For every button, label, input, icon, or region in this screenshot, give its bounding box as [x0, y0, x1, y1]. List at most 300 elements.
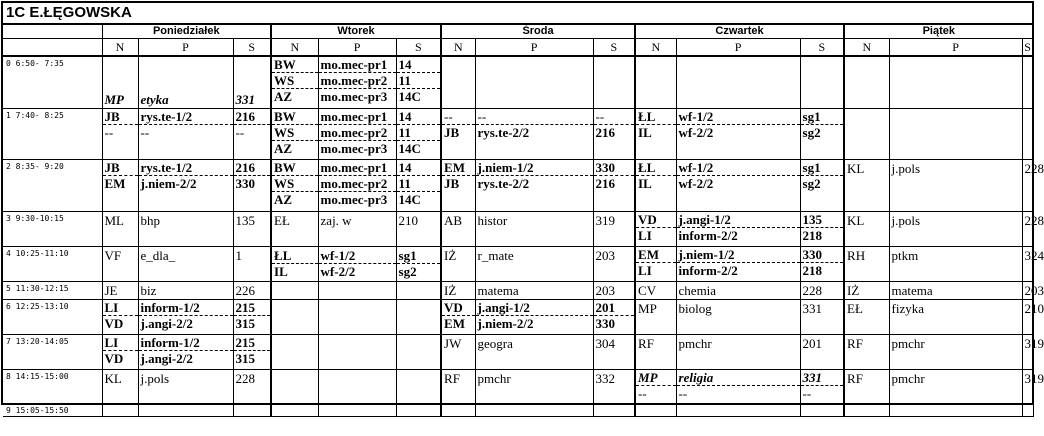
lesson-cell-teacher — [102, 109, 138, 160]
lesson-cell-subject — [138, 405, 233, 417]
lesson-value: EŁ — [274, 213, 290, 228]
lesson-cell-room — [1022, 335, 1044, 370]
lesson-cell-room — [1022, 160, 1044, 212]
lesson-line: -- — [802, 386, 812, 401]
lesson-line: sg1 — [801, 109, 844, 125]
lesson-cell-subject — [676, 56, 800, 109]
lesson-cell-teacher — [441, 212, 475, 247]
lesson-value: pmchr — [891, 336, 925, 351]
lesson-line: wf-1/2 — [319, 248, 396, 264]
lesson-cell-teacher — [635, 335, 676, 370]
lesson-line: -- — [235, 125, 245, 140]
column-header-s: S — [1022, 39, 1033, 57]
lesson-line: 11 — [397, 73, 441, 89]
lesson-cell-room — [396, 56, 441, 109]
column-header-p: P — [318, 39, 396, 57]
lesson-line: j.angi-2/2 — [140, 316, 193, 331]
lesson-line: 14C — [398, 89, 421, 104]
lesson-row — [3, 405, 1033, 417]
lesson-value: biolog — [678, 301, 712, 316]
lesson-value: MP — [638, 301, 657, 316]
lesson-line: inform-2/2 — [678, 228, 738, 243]
lesson-cell-subject — [138, 335, 233, 370]
lesson-cell-subject — [676, 282, 800, 300]
hour-label: 6 12:25-13:10 — [3, 300, 102, 335]
lesson-line: EM — [444, 316, 465, 331]
lesson-line: mo.mec-pr2 — [319, 73, 396, 89]
lesson-line: j.angi-1/2 — [476, 300, 593, 316]
lesson-line: JB — [444, 125, 460, 140]
lesson-line: inform-1/2 — [139, 335, 233, 351]
lesson-cell-teacher — [635, 160, 676, 212]
column-header-s: S — [233, 39, 271, 57]
lesson-cell-subject — [889, 282, 1022, 300]
lesson-line: EM — [442, 160, 475, 176]
lesson-cell-subject — [676, 160, 800, 212]
lesson-cell-room — [800, 109, 844, 160]
lesson-cell-subject — [138, 370, 233, 405]
lesson-line: -- — [678, 386, 688, 401]
lesson-value: JW — [444, 336, 462, 351]
lesson-row — [3, 300, 1033, 335]
lesson-cell-room — [233, 212, 271, 247]
day-header-row — [3, 25, 1033, 39]
lesson-cell-subject — [318, 109, 396, 160]
lesson-line: sg1 — [397, 248, 441, 264]
column-header-n: N — [271, 39, 318, 57]
lesson-value: biz — [140, 283, 157, 298]
lesson-cell-teacher — [844, 247, 889, 282]
hour-label: 9 15:05-15:50 — [3, 405, 102, 417]
lesson-cell-teacher — [271, 300, 318, 335]
lesson-cell-room — [800, 160, 844, 212]
lesson-cell-room — [233, 247, 271, 282]
lesson-value: 203 — [595, 283, 616, 298]
lesson-cell-room — [1022, 300, 1044, 335]
lesson-cell-room — [593, 370, 635, 405]
lesson-line: JB — [103, 160, 138, 176]
lesson-line: 14 — [397, 57, 441, 73]
lesson-line: LI — [638, 228, 652, 243]
column-header-n: N — [102, 39, 138, 57]
lesson-value: matema — [477, 283, 519, 298]
lesson-cell-subject — [138, 56, 233, 109]
lesson-line: sg2 — [802, 176, 821, 191]
lesson-cell-subject — [318, 335, 396, 370]
lesson-line: wf-1/2 — [677, 160, 800, 176]
lesson-cell-teacher — [441, 56, 475, 109]
lesson-line: ŁL — [272, 248, 318, 264]
lesson-value: zaj. w — [320, 213, 352, 228]
day-header-wed: Środa — [441, 25, 635, 39]
lesson-value: j.pols — [891, 213, 921, 228]
lesson-cell-subject — [138, 212, 233, 247]
lesson-cell-room — [593, 212, 635, 247]
lesson-cell-teacher — [102, 335, 138, 370]
column-header-n: N — [441, 39, 475, 57]
lesson-cell-teacher — [271, 335, 318, 370]
lesson-line: j.niem-2/2 — [477, 316, 534, 331]
timetable-frame — [1, 1, 1044, 415]
lesson-line: mo.mec-pr2 — [319, 176, 396, 192]
lesson-value: 135 — [235, 213, 255, 228]
lesson-line: religia — [677, 370, 800, 386]
lesson-line: 216 — [234, 109, 271, 125]
lesson-line: MP — [104, 92, 124, 107]
lesson-cell-teacher — [271, 160, 318, 212]
lesson-value: RF — [638, 336, 654, 351]
lesson-line: AZ — [274, 89, 293, 104]
lesson-value: pmchr — [678, 336, 712, 351]
lesson-cell-room — [396, 370, 441, 405]
lesson-value: KL — [847, 161, 865, 176]
lesson-cell-room — [396, 247, 441, 282]
lesson-value: RF — [847, 336, 863, 351]
lesson-cell-teacher — [844, 300, 889, 335]
lesson-cell-teacher — [102, 160, 138, 212]
lesson-line: VD — [104, 316, 124, 331]
lesson-cell-teacher — [635, 370, 676, 405]
lesson-cell-room — [396, 335, 441, 370]
lesson-line: mo.mec-pr1 — [319, 57, 396, 73]
lesson-line: 218 — [802, 228, 823, 243]
lesson-line: 11 — [397, 125, 441, 141]
lesson-value: RF — [847, 371, 863, 386]
lesson-line: JB — [103, 109, 138, 125]
lesson-value: fizyka — [891, 301, 925, 316]
lesson-cell-subject — [889, 247, 1022, 282]
lesson-cell-subject — [318, 56, 396, 109]
lesson-cell-teacher — [635, 282, 676, 300]
lesson-line: 135 — [801, 212, 844, 228]
lesson-cell-subject — [475, 56, 593, 109]
lesson-cell-subject — [138, 247, 233, 282]
column-header-p: P — [889, 39, 1022, 57]
lesson-cell-subject — [676, 335, 800, 370]
lesson-cell-teacher — [441, 370, 475, 405]
lesson-cell-room — [593, 335, 635, 370]
lesson-cell-room — [800, 247, 844, 282]
lesson-value: 1 — [235, 248, 242, 263]
lesson-cell-room — [593, 300, 635, 335]
lesson-cell-teacher — [635, 247, 676, 282]
lesson-line: BW — [272, 160, 318, 176]
column-header-row — [3, 39, 1033, 57]
lesson-cell-subject — [475, 212, 593, 247]
lesson-line: wf-1/2 — [677, 109, 800, 125]
lesson-cell-teacher — [441, 405, 475, 417]
lesson-value: 332 — [595, 371, 616, 386]
lesson-cell-teacher — [102, 282, 138, 300]
lesson-line: MP — [636, 370, 676, 386]
lesson-line: -- — [638, 386, 647, 401]
lesson-cell-subject — [676, 405, 800, 417]
lesson-cell-room — [1022, 405, 1033, 417]
page-title: 1C E.ŁĘGOWSKA — [3, 3, 1032, 25]
lesson-cell-teacher — [102, 212, 138, 247]
lesson-line: 14C — [398, 192, 421, 207]
lesson-value: RF — [444, 371, 460, 386]
lesson-cell-teacher — [844, 282, 889, 300]
lesson-value: ptkm — [891, 248, 919, 263]
lesson-line: mo.mec-pr3 — [320, 141, 388, 156]
lesson-line: 14 — [397, 109, 441, 125]
lesson-cell-subject — [889, 370, 1022, 405]
lesson-cell-room — [233, 160, 271, 212]
lesson-line: mo.mec-pr1 — [319, 109, 396, 125]
lesson-line: sg2 — [398, 264, 417, 279]
lesson-line: 14C — [398, 141, 421, 156]
lesson-line: wf-2/2 — [678, 125, 714, 140]
lesson-value: 210 — [1024, 301, 1044, 316]
lesson-cell-teacher — [271, 405, 318, 417]
lesson-cell-teacher — [844, 56, 889, 109]
lesson-line: LI — [103, 300, 138, 316]
lesson-row — [3, 370, 1033, 405]
lesson-cell-room — [800, 370, 844, 405]
lesson-cell-teacher — [271, 212, 318, 247]
lesson-cell-room — [1022, 109, 1033, 160]
lesson-line: rys.te-1/2 — [139, 109, 233, 125]
lesson-value: histor — [477, 213, 508, 228]
lesson-cell-teacher — [271, 282, 318, 300]
lesson-value: 304 — [595, 336, 616, 351]
column-header-n: N — [635, 39, 676, 57]
lesson-cell-teacher — [102, 56, 138, 109]
lesson-line: EM — [104, 176, 126, 191]
lesson-value: IŻ — [444, 248, 457, 263]
lesson-line: LI — [638, 263, 652, 278]
lesson-line: AZ — [274, 141, 293, 156]
lesson-cell-subject — [889, 56, 1022, 109]
column-header-p: P — [138, 39, 233, 57]
lesson-line: WS — [272, 176, 318, 192]
lesson-row — [3, 56, 1033, 109]
lesson-cell-room — [396, 300, 441, 335]
lesson-cell-teacher — [635, 300, 676, 335]
lesson-cell-subject — [138, 109, 233, 160]
lesson-cell-subject — [318, 282, 396, 300]
lesson-line: j.niem-1/2 — [476, 160, 593, 176]
lesson-value: VF — [104, 248, 122, 263]
lesson-cell-room — [800, 282, 844, 300]
lesson-cell-teacher — [441, 109, 475, 160]
lesson-line: mo.mec-pr1 — [319, 160, 396, 176]
lesson-cell-room — [396, 282, 441, 300]
lesson-row — [3, 282, 1033, 300]
lesson-line: -- — [476, 109, 593, 125]
lesson-cell-subject — [475, 335, 593, 370]
lesson-value: pmchr — [477, 371, 511, 386]
lesson-cell-subject — [889, 335, 1022, 370]
lesson-line: VD — [104, 351, 124, 366]
lesson-cell-teacher — [441, 247, 475, 282]
lesson-cell-room — [800, 405, 844, 417]
column-header-n: N — [844, 39, 889, 57]
lesson-cell-subject — [475, 370, 593, 405]
lesson-value: matema — [891, 283, 933, 298]
hour-label: 4 10:25-11:10 — [3, 247, 102, 282]
lesson-cell-teacher — [844, 160, 889, 212]
lesson-value: 331 — [802, 301, 823, 316]
lesson-line: 315 — [235, 316, 255, 331]
lesson-cell-teacher — [271, 56, 318, 109]
lesson-line: EM — [636, 247, 676, 263]
lesson-cell-subject — [889, 160, 1022, 212]
lesson-line: mo.mec-pr3 — [320, 89, 388, 104]
lesson-line: 216 — [595, 125, 616, 140]
column-header-p: P — [475, 39, 593, 57]
lesson-cell-room — [1022, 282, 1044, 300]
lesson-line: rys.te-2/2 — [477, 125, 530, 140]
hour-label: 8 14:15-15:00 — [3, 370, 102, 405]
lesson-cell-room — [593, 405, 635, 417]
lesson-cell-teacher — [102, 247, 138, 282]
lesson-value: chemia — [678, 283, 717, 298]
lesson-line: AZ — [274, 192, 293, 207]
lesson-line: 330 — [801, 247, 844, 263]
lesson-cell-subject — [475, 109, 593, 160]
lesson-line: BW — [272, 109, 318, 125]
day-header-tue: Wtorek — [271, 25, 441, 39]
lesson-value: AB — [444, 213, 463, 228]
lesson-line: WS — [272, 125, 318, 141]
lesson-line: VD — [636, 212, 676, 228]
lesson-value: KL — [847, 213, 865, 228]
lesson-cell-teacher — [635, 109, 676, 160]
lesson-line: 14 — [397, 160, 441, 176]
lesson-line: 330 — [595, 316, 616, 331]
lesson-cell-subject — [676, 109, 800, 160]
lesson-line: IL — [638, 176, 652, 191]
lesson-cell-room — [1022, 370, 1044, 405]
lesson-value: geogra — [477, 336, 513, 351]
lesson-line: 201 — [594, 300, 635, 316]
lesson-cell-subject — [889, 405, 1022, 417]
lesson-cell-subject — [889, 212, 1022, 247]
lesson-row — [3, 109, 1033, 160]
lesson-line: inform-1/2 — [139, 300, 233, 316]
lesson-value: 203 — [595, 248, 616, 263]
lesson-line: 215 — [234, 300, 271, 316]
lesson-line: inform-2/2 — [678, 263, 738, 278]
lesson-line: 315 — [235, 351, 255, 366]
lesson-line: 331 — [801, 370, 844, 386]
lesson-cell-room — [1022, 247, 1044, 282]
lesson-cell-subject — [318, 370, 396, 405]
column-header-s: S — [593, 39, 635, 57]
timetable — [3, 25, 1044, 417]
lesson-cell-subject — [475, 405, 593, 417]
lesson-cell-room — [233, 370, 271, 405]
lesson-value: 201 — [802, 336, 823, 351]
lesson-value: RH — [847, 248, 866, 263]
lesson-cell-room — [396, 405, 441, 417]
lesson-value: r_mate — [477, 248, 514, 263]
lesson-cell-subject — [318, 405, 396, 417]
lesson-line: ŁL — [636, 109, 676, 125]
lesson-cell-teacher — [844, 335, 889, 370]
lesson-cell-teacher — [635, 405, 676, 417]
lesson-value: JE — [104, 283, 118, 298]
lesson-row — [3, 335, 1033, 370]
lesson-value: 210 — [398, 213, 419, 228]
lesson-line: wf-2/2 — [678, 176, 714, 191]
lesson-cell-room — [233, 109, 271, 160]
lesson-cell-teacher — [102, 405, 138, 417]
lesson-line: IL — [274, 264, 288, 279]
lesson-line: 331 — [235, 92, 255, 107]
lesson-cell-room — [233, 300, 271, 335]
lesson-value: j.pols — [891, 161, 921, 176]
lesson-cell-subject — [475, 282, 593, 300]
lesson-value: 319 — [1024, 371, 1044, 386]
lesson-value: 228 — [235, 371, 255, 386]
lesson-cell-room — [593, 247, 635, 282]
lesson-row — [3, 212, 1033, 247]
column-header-p: P — [676, 39, 800, 57]
lesson-value: ML — [104, 213, 124, 228]
lesson-cell-room — [800, 56, 844, 109]
lesson-cell-teacher — [635, 56, 676, 109]
lesson-value: 324 — [1024, 248, 1044, 263]
lesson-cell-subject — [475, 300, 593, 335]
lesson-line: sg2 — [802, 125, 821, 140]
lesson-cell-teacher — [635, 212, 676, 247]
lesson-cell-subject — [889, 109, 1022, 160]
lesson-cell-teacher — [102, 370, 138, 405]
lesson-cell-room — [233, 282, 271, 300]
lesson-line: j.niem-2/2 — [140, 176, 197, 191]
lesson-row — [3, 160, 1033, 212]
lesson-cell-subject — [138, 160, 233, 212]
lesson-line: WS — [272, 73, 318, 89]
column-header-s: S — [396, 39, 441, 57]
lesson-cell-room — [396, 212, 441, 247]
lesson-value: CV — [638, 283, 657, 298]
hour-label: 2 8:35- 9:20 — [3, 160, 102, 212]
lesson-cell-room — [396, 109, 441, 160]
lesson-cell-room — [233, 405, 271, 417]
lesson-value: IŻ — [847, 283, 860, 298]
lesson-cell-teacher — [102, 300, 138, 335]
lesson-line: -- — [140, 125, 150, 140]
lesson-cell-room — [233, 335, 271, 370]
lesson-line: 330 — [594, 160, 635, 176]
hour-label: 1 7:40- 8:25 — [3, 109, 102, 160]
lesson-row — [3, 247, 1033, 282]
lesson-value: 203 — [1024, 283, 1044, 298]
day-header-thu: Czwartek — [635, 25, 844, 39]
lesson-cell-subject — [318, 212, 396, 247]
lesson-value: IŻ — [444, 283, 457, 298]
lesson-line: mo.mec-pr2 — [319, 125, 396, 141]
lesson-line: j.angi-2/2 — [140, 351, 193, 366]
lesson-value: KL — [104, 371, 122, 386]
lesson-cell-subject — [318, 160, 396, 212]
lesson-line: LI — [103, 335, 138, 351]
lesson-cell-teacher — [441, 160, 475, 212]
lesson-line: 215 — [234, 335, 271, 351]
lesson-cell-room — [593, 109, 635, 160]
lesson-line: 218 — [802, 263, 823, 278]
lesson-line: wf-2/2 — [320, 264, 356, 279]
lesson-cell-teacher — [441, 300, 475, 335]
lesson-cell-teacher — [441, 335, 475, 370]
hour-label: 5 11:30-12:15 — [3, 282, 102, 300]
hour-label: 7 13:20-14:05 — [3, 335, 102, 370]
hour-label: 3 9:30-10:15 — [3, 212, 102, 247]
